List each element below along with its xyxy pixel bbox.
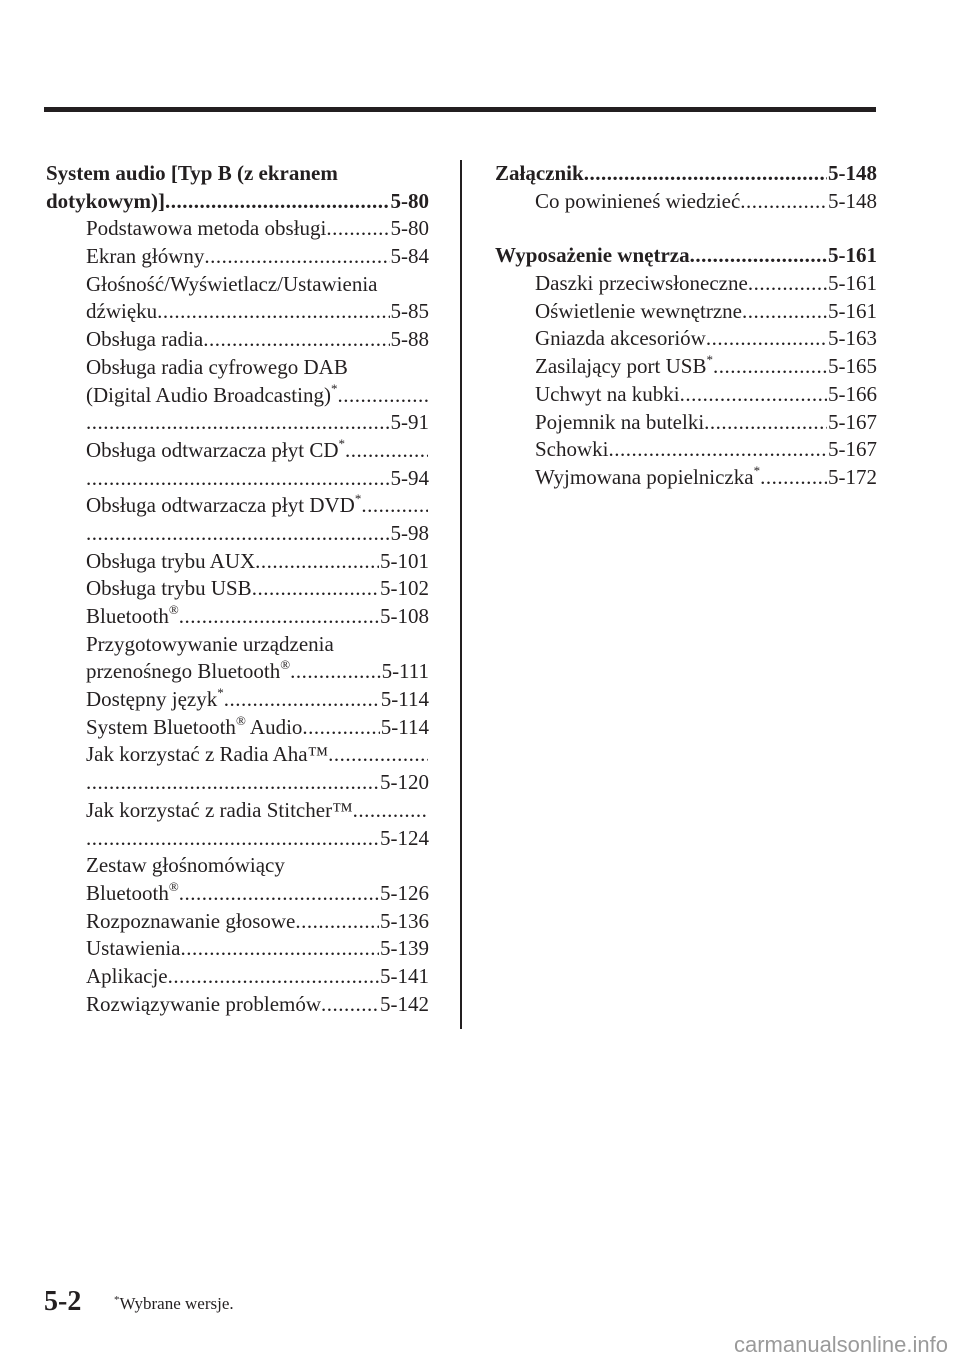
dot-leader xyxy=(86,825,379,853)
superscript-mark: * xyxy=(354,492,362,507)
superscript-mark: * xyxy=(338,436,346,451)
toc-entry-text: Schowki xyxy=(535,437,609,462)
dot-leader xyxy=(86,465,390,493)
dot-leader xyxy=(713,353,827,381)
toc-page-number: 5-88 xyxy=(390,327,429,352)
toc-entry-text: Podstawowa metoda obsługi xyxy=(86,216,327,241)
toc-entry[interactable] xyxy=(46,880,429,908)
toc-page-number: 5-139 xyxy=(380,936,429,961)
footnote-mark: * xyxy=(114,1294,120,1306)
toc-entry-title xyxy=(86,797,353,825)
toc-entry-text: Wyposażenie wnętrza xyxy=(495,243,690,268)
toc-entry-text: Jak korzystać z Radia Aha™ xyxy=(86,742,329,767)
toc-entry-text: Ustawienia xyxy=(86,936,181,961)
toc-page-number: 5-85 xyxy=(390,299,429,324)
toc-entry[interactable] xyxy=(495,381,877,409)
toc-page-number: 5-136 xyxy=(380,908,429,933)
toc-entry-text: Wyjmowana popielniczka xyxy=(535,464,754,489)
toc-entry-title xyxy=(86,548,255,576)
toc-entry[interactable] xyxy=(495,436,877,464)
toc-entry-title xyxy=(535,381,680,409)
toc-entry[interactable] xyxy=(495,353,877,381)
toc-entry-title xyxy=(535,298,742,326)
toc-section-heading[interactable] xyxy=(495,160,877,188)
toc-entry-title xyxy=(495,160,584,188)
toc-page-number: 5-163 xyxy=(828,326,877,351)
superscript-mark: * xyxy=(706,353,713,368)
toc-entry[interactable] xyxy=(46,409,429,437)
toc-page-number: 5-91 xyxy=(390,410,429,435)
toc-page-number: 5-148 xyxy=(828,161,877,185)
toc-page-number: 5-161 xyxy=(828,298,877,323)
toc-entry[interactable] xyxy=(495,270,877,298)
superscript-mark: * xyxy=(330,381,338,396)
toc-entry[interactable] xyxy=(46,769,429,797)
dot-leader xyxy=(760,464,827,492)
toc-entry-title xyxy=(86,714,302,742)
toc-entry[interactable] xyxy=(46,991,429,1019)
toc-entry-suffix: Audio xyxy=(245,714,303,739)
toc-page-number: 5-167 xyxy=(828,437,877,462)
footnote xyxy=(114,1294,234,1314)
toc-entry-text: Obsługa odtwarzacza płyt CD xyxy=(86,437,339,462)
dot-leader xyxy=(328,741,428,769)
dot-leader xyxy=(361,492,428,520)
dot-leader xyxy=(609,436,828,464)
dot-leader xyxy=(290,658,380,686)
toc-entry-title xyxy=(86,382,337,410)
toc-page-number: 5-148 xyxy=(828,188,877,213)
toc-page-number: 5-80 xyxy=(390,188,429,213)
toc-entry[interactable] xyxy=(495,409,877,437)
superscript-mark: ® xyxy=(235,713,246,728)
toc-entry-title xyxy=(46,188,165,216)
toc-entry-text: Rozwiązywanie problemów xyxy=(86,991,322,1016)
toc-entry-text: Oświetlenie wewnętrzne xyxy=(535,298,742,323)
toc-entry-text: Aplikacje xyxy=(86,963,168,988)
dot-leader xyxy=(742,298,827,326)
dot-leader xyxy=(326,215,389,243)
toc-page-number: 5-167 xyxy=(828,409,877,434)
toc-page-number: 5-114 xyxy=(380,714,429,739)
toc-entry-text: Rozpoznawanie głosowe xyxy=(86,908,296,933)
footnote-text: Wybrane wersje. xyxy=(119,1294,234,1313)
toc-entry-text: Obsługa trybu USB xyxy=(86,576,252,601)
toc-page-number: 5-84 xyxy=(390,244,429,269)
toc-page-number: 5-172 xyxy=(828,464,877,489)
dot-leader xyxy=(86,769,379,797)
toc-entry[interactable] xyxy=(46,935,429,963)
toc-entry[interactable] xyxy=(495,464,877,492)
toc-entry-text: Dostępny język xyxy=(86,687,218,712)
toc-entry-title xyxy=(535,325,706,353)
dot-leader xyxy=(345,437,428,465)
watermark: carmanualsonline.info xyxy=(733,1332,948,1357)
toc-entry-title xyxy=(86,908,295,936)
toc-page-number: 5-141 xyxy=(380,963,429,988)
toc-entry-text: System audio [Typ B (z ekranem xyxy=(46,161,338,185)
dot-leader xyxy=(353,797,428,825)
dot-leader xyxy=(179,603,379,631)
toc-right-column xyxy=(495,160,877,492)
column-divider xyxy=(460,160,462,1029)
toc-entry[interactable] xyxy=(46,548,429,576)
toc-entry[interactable] xyxy=(46,963,429,991)
dot-leader xyxy=(224,686,380,714)
toc-entry-text: Bluetooth xyxy=(86,880,169,905)
dot-leader xyxy=(295,908,379,936)
dot-leader xyxy=(584,160,827,188)
toc-entry[interactable] xyxy=(46,686,429,714)
toc-entry-title xyxy=(86,963,168,991)
superscript-mark: ® xyxy=(168,879,179,894)
toc-entry-title xyxy=(86,741,328,769)
toc-entry-title xyxy=(86,991,321,1019)
toc-entry[interactable] xyxy=(46,741,429,769)
toc-entry-text: (Digital Audio Broadcasting) xyxy=(86,382,331,407)
toc-entry[interactable] xyxy=(46,492,429,520)
header-rule xyxy=(44,107,876,112)
toc-entry-text: Przygotowywanie urządzenia xyxy=(86,631,334,656)
toc-entry[interactable] xyxy=(46,326,429,354)
toc-page-number: 5-94 xyxy=(390,465,429,490)
dot-leader xyxy=(86,409,390,437)
toc-entry-text: dźwięku xyxy=(86,299,158,324)
toc-entry[interactable] xyxy=(46,215,429,243)
toc-entry[interactable] xyxy=(495,188,877,216)
toc-entry[interactable] xyxy=(46,271,429,299)
superscript-mark: * xyxy=(217,686,224,701)
toc-entry-text: Zasilający port USB xyxy=(535,354,707,379)
toc-entry[interactable] xyxy=(46,603,429,631)
toc-entry-title xyxy=(86,880,179,908)
dot-leader xyxy=(706,325,827,353)
toc-entry-title xyxy=(535,353,713,381)
toc-page-number: 5-126 xyxy=(380,880,429,905)
dot-leader xyxy=(255,548,379,576)
toc-entry-text: dotykowym)] xyxy=(46,188,165,213)
toc-entry[interactable] xyxy=(46,797,429,825)
superscript-mark: * xyxy=(753,463,761,478)
toc-entry[interactable] xyxy=(46,852,429,880)
dot-leader xyxy=(252,575,379,603)
toc-entry-text: Daszki przeciwsłoneczne xyxy=(535,271,748,296)
superscript-mark: ® xyxy=(280,658,291,673)
toc-entry[interactable] xyxy=(46,575,429,603)
toc-entry-title xyxy=(86,243,204,271)
toc-page-number: 5-111 xyxy=(381,659,429,684)
toc-page-number: 5-166 xyxy=(828,381,877,406)
toc-entry-text: System Bluetooth xyxy=(86,714,236,739)
toc-entry-title xyxy=(86,603,179,631)
toc-entry-text: Obsługa trybu AUX xyxy=(86,548,256,573)
toc-entry[interactable] xyxy=(46,908,429,936)
toc-entry[interactable] xyxy=(46,520,429,548)
toc-entry-text: przenośnego Bluetooth xyxy=(86,659,281,684)
toc-section-heading[interactable] xyxy=(46,160,429,188)
toc-page-number: 5-161 xyxy=(828,271,877,296)
dot-leader xyxy=(180,935,379,963)
toc-entry-text: Ekran główny xyxy=(86,244,205,269)
toc-page-number: 5-108 xyxy=(380,604,429,628)
toc-entry-text: Zestaw głośnomówiący xyxy=(86,853,285,878)
dot-leader xyxy=(321,991,379,1019)
toc-entry-title xyxy=(86,935,180,963)
toc-page-number: 5-114 xyxy=(380,687,429,712)
toc-entry[interactable] xyxy=(46,658,429,686)
toc-entry-title xyxy=(535,270,748,298)
toc-page-number: 5-120 xyxy=(380,770,429,795)
toc-entry[interactable] xyxy=(46,465,429,493)
toc-page-number: 5-98 xyxy=(390,520,429,545)
toc-entry-title xyxy=(535,188,740,216)
toc-entry-title xyxy=(86,492,361,520)
toc-entry[interactable] xyxy=(495,298,877,326)
toc-entry-text: Jak korzystać z radia Stitcher™ xyxy=(86,797,353,822)
toc-entry-title xyxy=(86,215,326,243)
toc-page-number: 5-165 xyxy=(828,354,877,379)
toc-entry-text: Uchwyt na kubki xyxy=(535,381,680,406)
dot-leader xyxy=(165,188,390,216)
toc-left-column xyxy=(46,160,429,1018)
toc-entry-title xyxy=(86,575,252,603)
toc-page-number: 5-142 xyxy=(380,991,429,1016)
dot-leader xyxy=(86,520,390,548)
toc-entry[interactable] xyxy=(46,382,429,410)
dot-leader xyxy=(704,409,827,437)
toc-entry-text: Pojemnik na butelki xyxy=(535,409,705,434)
toc-entry-title xyxy=(535,409,704,437)
toc-entry[interactable] xyxy=(46,437,429,465)
toc-section-heading[interactable] xyxy=(46,188,429,216)
toc-entry-title xyxy=(86,686,224,714)
superscript-mark: ® xyxy=(168,603,179,617)
dot-leader xyxy=(204,243,389,271)
toc-entry-text: Głośność/Wyświetlacz/Ustawienia xyxy=(86,271,378,296)
toc-entry[interactable] xyxy=(46,298,429,326)
toc-entry-text: Bluetooth xyxy=(86,604,169,628)
toc-entry-text: Gniazda akcesoriów xyxy=(535,326,706,351)
dot-leader xyxy=(302,714,379,742)
toc-entry-title xyxy=(86,658,290,686)
toc-entry-text: Co powinieneś wiedzieć xyxy=(535,188,741,213)
toc-entry-title xyxy=(535,436,609,464)
dot-leader xyxy=(680,381,827,409)
toc-entry-text: Obsługa odtwarzacza płyt DVD xyxy=(86,493,355,518)
toc-page-number: 5-80 xyxy=(390,216,429,241)
toc-entry-title xyxy=(535,464,760,492)
toc-page-number: 5-102 xyxy=(380,576,429,601)
toc-entry-title xyxy=(495,242,690,270)
toc-entry-text: Obsługa radia cyfrowego DAB xyxy=(86,354,348,379)
toc-entry[interactable] xyxy=(46,243,429,271)
toc-entry[interactable] xyxy=(46,714,429,742)
toc-page-number: 5-101 xyxy=(380,548,429,573)
toc-entry-text: Załącznik xyxy=(495,161,584,185)
toc-entry[interactable] xyxy=(495,325,877,353)
toc-entry[interactable] xyxy=(46,825,429,853)
toc-page-number: 5-161 xyxy=(828,243,877,268)
toc-entry-title xyxy=(86,298,157,326)
toc-entry-title xyxy=(86,326,203,354)
dot-leader xyxy=(740,188,827,216)
dot-leader xyxy=(179,880,379,908)
dot-leader xyxy=(748,270,827,298)
toc-entry-title xyxy=(86,437,345,465)
toc-section-heading[interactable] xyxy=(495,242,877,270)
toc-entry-text: Obsługa radia xyxy=(86,327,204,352)
dot-leader xyxy=(690,242,827,270)
dot-leader xyxy=(157,298,389,326)
dot-leader xyxy=(203,326,389,354)
dot-leader xyxy=(337,382,428,410)
toc-entry[interactable] xyxy=(46,631,429,659)
page-number: 5-2 xyxy=(44,1286,82,1317)
toc-entry[interactable] xyxy=(46,354,429,382)
dot-leader xyxy=(168,963,379,991)
toc-page-number: 5-124 xyxy=(380,825,429,850)
